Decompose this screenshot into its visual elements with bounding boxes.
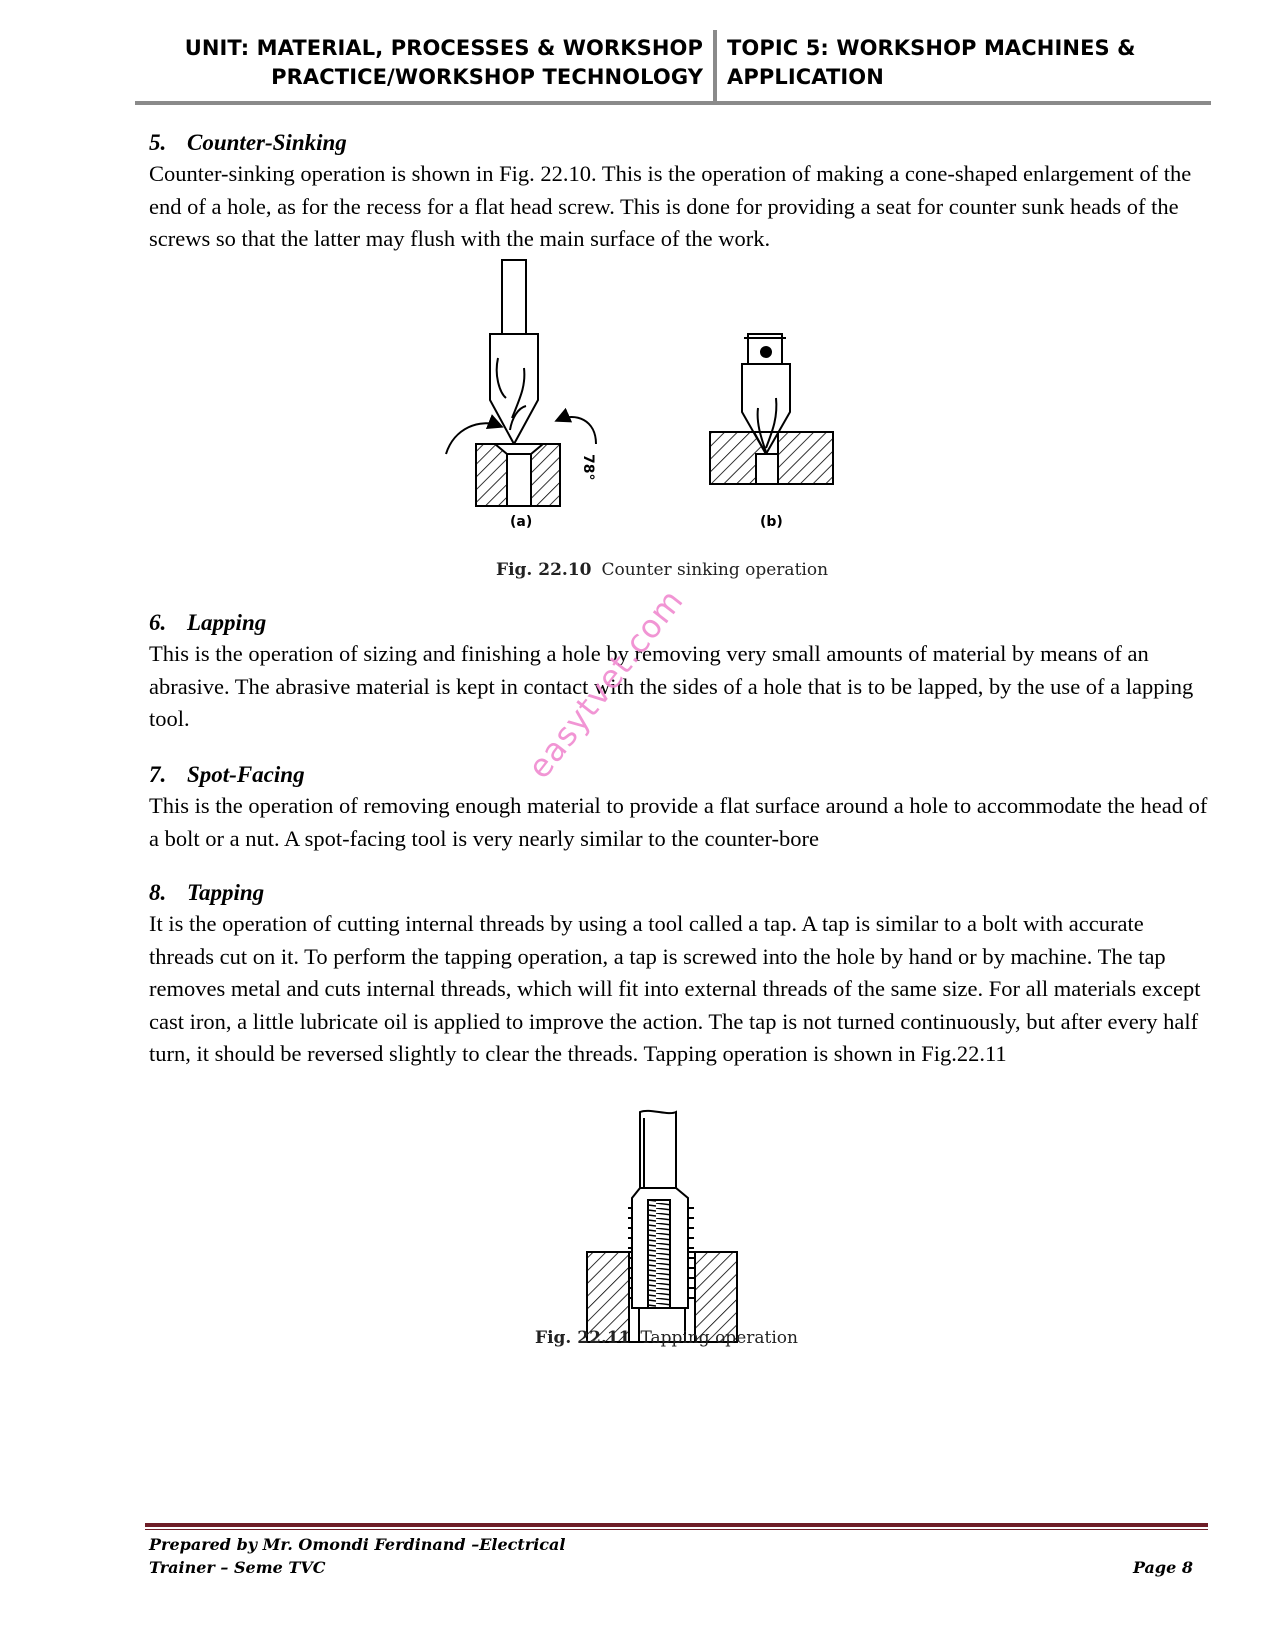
section-number: 5. [149, 130, 167, 155]
section-heading [149, 128, 1209, 158]
figure-caption-22-10 [496, 560, 828, 580]
tapping-diagram [584, 1108, 744, 1348]
countersink-tool-a [490, 260, 538, 444]
unit-title [133, 34, 703, 92]
page-header [133, 30, 1211, 104]
topic-title-line1: TOPIC 5: WORKSHOP MACHINES & [727, 36, 1136, 60]
footer-author-line1: Prepared by Mr. Omondi Ferdinand –Electrical [149, 1535, 566, 1554]
section-spot-facing [149, 760, 1209, 855]
section-heading [149, 760, 1209, 790]
section-body: This is the operation of removing enough material to provide a flat surface around a hole to accommodate the head of a bolt or a nut. A spot-facing tool is very nearly similar to the counter-bore [149, 793, 1208, 851]
figure-caption-22-11 [535, 1328, 798, 1348]
footer-rule [145, 1523, 1208, 1527]
section-number: 8. [149, 880, 167, 905]
topic-title [727, 34, 1207, 92]
header-divider [713, 30, 717, 102]
footer-rule-thin [145, 1529, 1208, 1530]
caption-text: Tapping operation [640, 1328, 798, 1348]
figure-22-11 [584, 1108, 744, 1348]
subfigure-label-a: (a) [510, 514, 533, 530]
footer-author [149, 1533, 609, 1579]
section-body: This is the operation of sizing and finishing a hole by removing very small amounts of material by means of an abrasive. The abrasive material is kept in contact with the sides of a hole that is to be lapped, by the use of a lapping tool. [149, 641, 1194, 731]
section-counter-sinking [149, 128, 1209, 256]
unit-title-line2: PRACTICE/WORKSHOP TECHNOLOGY [271, 65, 703, 89]
section-lapping [149, 608, 1209, 736]
tap-tool [628, 1111, 694, 1308]
section-number: 7. [149, 762, 167, 787]
section-number: 6. [149, 610, 167, 635]
workpiece-a [476, 444, 560, 506]
caption-number: Fig. 22.10 [496, 560, 592, 580]
topic-title-line2: APPLICATION [727, 65, 884, 89]
subfigure-label-b: (b) [760, 514, 783, 530]
unit-title-line1: UNIT: MATERIAL, PROCESSES & WORKSHOP [184, 36, 703, 60]
watermark: easytvet.com [520, 581, 692, 786]
section-body: Counter-sinking operation is shown in Fig. 22.10. This is the operation of making a cone-shaped enlargement of the end of a hole, as for the recess for a flat head screw. This is done for providing a seat for counter sunk heads of the screws so that the latter may flush with the main surface of the work. [149, 161, 1192, 251]
caption-text: Counter sinking operation [601, 560, 829, 580]
header-rule [135, 101, 1211, 105]
footer-author-line2: Trainer – Seme TVC [149, 1558, 326, 1577]
section-title: Counter-Sinking [187, 130, 347, 155]
counter-sinking-diagram [440, 258, 860, 508]
section-title: Spot-Facing [187, 762, 305, 787]
section-title: Tapping [187, 880, 265, 905]
caption-number: Fig. 22.11 [535, 1328, 631, 1348]
section-heading [149, 878, 1209, 908]
section-tapping [149, 878, 1209, 1071]
page-number: Page 8 [1132, 1558, 1193, 1577]
figure-22-10 [440, 258, 860, 530]
angle-label: 78° [580, 454, 596, 481]
section-body: It is the operation of cutting internal threads by using a tool called a tap. A tap is similar to a bolt with accurate threads cut on it. To perform the tapping operation, a tap is screwed into the hole by hand or by machine. The tap removes metal and cuts internal threads, which will fit into external threads of the same size. For all materials except cast iron, a little lubricate oil is applied to improve the action. The tap is not turned continuously, but after every half turn, it should be reversed slightly to clear the threads. Tapping operation is shown in Fig.22.11 [149, 911, 1201, 1066]
section-title: Lapping [187, 610, 267, 635]
angle-arrow-right [558, 417, 596, 444]
